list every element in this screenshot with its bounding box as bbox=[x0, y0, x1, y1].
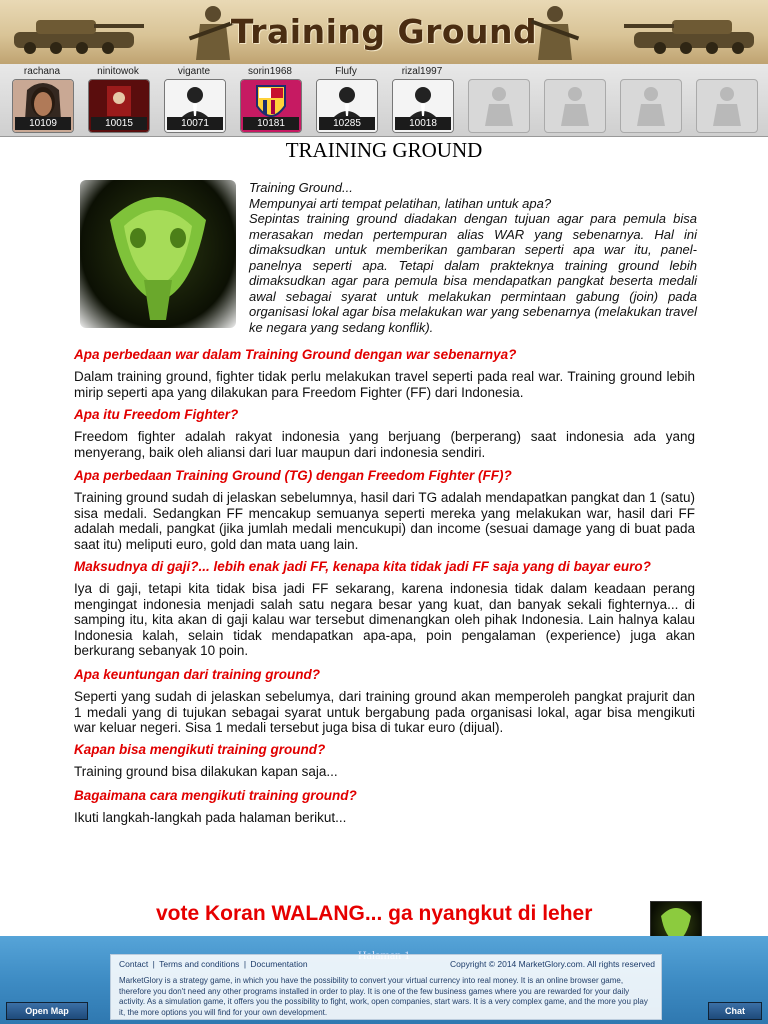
empty-friend-slot[interactable] bbox=[694, 66, 758, 134]
friend-id: 10285 bbox=[319, 117, 375, 130]
footer-links bbox=[119, 959, 310, 969]
friend-id: 10071 bbox=[167, 117, 223, 130]
copyright-text: Copyright © 2014 MarketGlory.com. All rights reserved bbox=[450, 959, 655, 969]
friend-name: Flufy bbox=[335, 66, 357, 77]
qa-item bbox=[74, 558, 695, 659]
friend-name: vigante bbox=[177, 66, 211, 77]
friends-strip bbox=[0, 64, 768, 137]
friend-id: 10018 bbox=[395, 117, 451, 130]
avatar[interactable] bbox=[392, 79, 454, 133]
answer-text: Dalam training ground, fighter tidak perlu melakukan travel seperti pada real war. Training ground lebih mirip seperti apa yang dilakukan para Freedom Fighter (FF) dari Indonesia. bbox=[74, 369, 695, 400]
empty-avatar[interactable] bbox=[544, 79, 606, 133]
answer-text: Freedom fighter adalah rakyat indonesia yang berjuang (berperang) saat indonesia ada yang menyerang, baik oleh aliansi dari luar maupun dari indonesia sendiri. bbox=[74, 429, 695, 460]
question-heading: Kapan bisa mengikuti training ground? bbox=[74, 742, 326, 757]
documentation-link[interactable]: Documentation bbox=[250, 959, 308, 969]
intro-line: Mempunyai arti tempat pelatihan, latihan untuk apa? bbox=[249, 195, 552, 211]
question-heading: Apa perbedaan Training Ground (TG) dengan Freedom Fighter (FF)? bbox=[74, 468, 512, 483]
friend-name: rachana bbox=[23, 66, 61, 77]
question-heading: Maksudnya di gaji?... lebih enak jadi FF, kenapa kita tidak jadi FF saja yang di bayar euro? bbox=[74, 559, 651, 574]
qa-item bbox=[74, 741, 695, 780]
friend-slot[interactable] bbox=[314, 66, 378, 134]
avatar[interactable] bbox=[12, 79, 74, 133]
answer-text: Iya di gaji, tetapi kita tidak bisa jadi FF sekarang, karena indonesia tidak dalam keadaan perang mengingat indonesia menjadi salah satu negara besar yang kuat, dan banyak sekali fighternya... di samping itu, kita akan di gaji kalau war tersebut dimenangkan oleh pihak Indonesia. Lain halnya kalau Indonesia kalah, selain tidak mendapatkan apa-apa, poin pengalaman (experience) juga akan berkurang sebanyak 10 poin. bbox=[74, 581, 695, 659]
empty-avatar[interactable] bbox=[696, 79, 758, 133]
friend-name: rizal1997 bbox=[401, 66, 443, 77]
question-heading: Apa perbedaan war dalam Training Ground dengan war sebenarnya? bbox=[74, 347, 517, 362]
open-map-button[interactable]: Open Map bbox=[6, 1002, 88, 1020]
link-separator: | bbox=[243, 959, 247, 969]
contact-link[interactable]: Contact bbox=[119, 959, 149, 969]
chat-button[interactable]: Chat bbox=[708, 1002, 762, 1020]
qa-item bbox=[74, 346, 695, 400]
avatar[interactable] bbox=[316, 79, 378, 133]
banner-title: Training Ground bbox=[230, 12, 538, 51]
answer-text: Training ground bisa dilakukan kapan saja... bbox=[74, 764, 338, 779]
qa-item bbox=[74, 467, 695, 552]
soldier-icon bbox=[528, 2, 582, 62]
qa-item bbox=[74, 787, 695, 826]
vote-slogan: vote Koran WALANG... ga nyangkut di leher bbox=[156, 902, 593, 925]
link-separator: | bbox=[152, 959, 155, 969]
avatar[interactable] bbox=[164, 79, 226, 133]
friend-name: ninitowok bbox=[97, 66, 139, 77]
soldier-silhouette-icon bbox=[621, 80, 681, 132]
friend-slot[interactable] bbox=[162, 66, 226, 134]
empty-friend-slot[interactable] bbox=[542, 66, 606, 134]
friend-id: 10015 bbox=[91, 117, 147, 130]
friend-id: 10109 bbox=[15, 117, 71, 130]
avatar[interactable] bbox=[240, 79, 302, 133]
intro-line: Training Ground... bbox=[249, 180, 353, 195]
answer-text: Ikuti langkah-langkah pada halaman berikut... bbox=[74, 810, 347, 825]
site-footer bbox=[0, 936, 768, 1024]
soldier-silhouette-icon bbox=[469, 80, 529, 132]
friend-slot[interactable] bbox=[390, 66, 454, 134]
empty-friend-slot[interactable] bbox=[466, 66, 530, 134]
avatar[interactable] bbox=[88, 79, 150, 133]
header-banner bbox=[0, 0, 768, 66]
footer-description: MarketGlory is a strategy game, in which you have the possibility to convert your virtual currency into real money. It is an online browser game, therefore you don't need any other programs installed in order to play. It is one of the few business games where you are rewarded for your daily activity. As a simulation game, it offers you the possibility to fight, work, open companies, start wars. It is a very complex game, and the more you play it, the more options you will find for your own development. bbox=[119, 976, 648, 1017]
question-heading: Bagaimana cara mengikuti training ground? bbox=[74, 788, 357, 803]
soldier-silhouette-icon bbox=[697, 80, 757, 132]
qa-item bbox=[74, 406, 695, 460]
intro-line: Sepintas training ground diadakan dengan tujuan agar para pemula bisa merasakan medan pertempuran alias WAR yang sebenarnya. Hal ini dimaksudkan untuk memberikan gambaran seperti apa war itu, panel-panelnya seperti apa. Tetapi dalam prakteknya training ground lebih dimaksudkan agar para pemula bisa mendapatkan pangkat beserta medali awal sebagai syarat untuk melakukan permintaan gabung (join) pada organisasi lokal agar bisa melakukan war yang sebenarnya (melakukan travel ke negara yang sedang konflik). bbox=[249, 211, 697, 335]
answer-text: Training ground sudah di jelaskan sebelumnya, hasil dari TG adalah mendapatkan pangkat dan 1 (satu) sisa medali. Sedangkan FF mencakup semuanya seperti mereka yang melakukan war, hasil dari FF adalah medali, pangkat (jika jumlah medali mencukupi) dan income (sesuai damage yang di buat pada saat itu) meliputi euro, gold dan mata uang lain. bbox=[74, 490, 695, 552]
terms-link[interactable]: Terms and conditions bbox=[159, 959, 240, 969]
footer-panel bbox=[110, 954, 662, 1020]
tank-icon bbox=[622, 6, 762, 58]
friend-name: sorin1968 bbox=[248, 66, 292, 77]
mantis-icon bbox=[80, 180, 236, 328]
friend-slot[interactable] bbox=[10, 66, 74, 134]
answer-text: Seperti yang sudah di jelaskan sebelumya, dari training ground akan memperoleh pangkat prajurit dan 1 medali yang di tujukan sebagai syarat untuk bergabung pada organisasi lokal, agar bisa mengikuti war keluar negeri. Sisa 1 medali tersebut juga bisa di tukar euro (dijual). bbox=[74, 689, 695, 736]
soldier-silhouette-icon bbox=[545, 80, 605, 132]
intro-paragraph bbox=[249, 180, 697, 335]
empty-avatar[interactable] bbox=[620, 79, 682, 133]
question-heading: Apa keuntungan dari training ground? bbox=[74, 667, 320, 682]
friend-id: 10181 bbox=[243, 117, 299, 130]
friend-slot[interactable] bbox=[238, 66, 302, 134]
qa-item bbox=[74, 666, 695, 736]
question-heading: Apa itu Freedom Fighter? bbox=[74, 407, 239, 422]
mantis-photo bbox=[80, 180, 236, 328]
empty-friend-slot[interactable] bbox=[618, 66, 682, 134]
empty-avatar[interactable] bbox=[468, 79, 530, 133]
page-title: TRAINING GROUND bbox=[285, 138, 483, 162]
friend-slot[interactable] bbox=[86, 66, 150, 134]
